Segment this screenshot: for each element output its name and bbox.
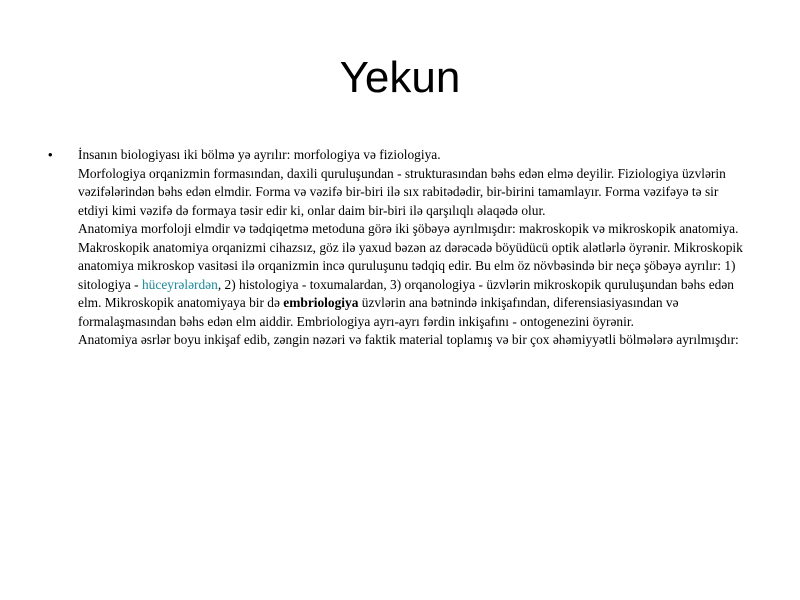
paragraph-anatomy bbox=[78, 220, 748, 331]
paragraph-intro: İnsanın biologiyası iki bölmə yə ayrılır: morfologiya və fiziologiya. bbox=[78, 147, 441, 162]
anatomy-text-part2: , 2) histologiya - toxumalardan, 3) orqanologiya - üzvlərin mikroskopik quruluşundan bəhs edən elm. Mikroskopik anatomiyaya bir də bbox=[78, 276, 735, 310]
cells-link[interactable]: hüceyrələrdən bbox=[141, 276, 218, 292]
anatomy-text-part3: üzvlərin ana bətnində inkişafından, diferensiasiyasından və formalaşmasından bəhs edən elm aiddir. Embriologiya ayrı-ayrı fərdin inkişafını - ontogenezini öyrənir. bbox=[78, 295, 679, 329]
paragraph-morphology: Morfologiya orqanizmin formasından, daxili quruluşundan - strukturasından bəhs edən elmə deyilir. Fiziologiya üzvlərin vəzifələrindən bəhs edən elmdir. Forma və vəzifə bir-biri ilə sıx rabitədədir, bir-birini tamamlayır. Forma vəzifəyə tə sir etdiyi kimi vəzifə də formaya təsir edir ki, onlar daim bir-biri ilə qarşılıqlı əlaqədə olur. bbox=[78, 165, 726, 218]
slide-title: Yekun bbox=[339, 53, 461, 102]
bullet-icon: • bbox=[48, 147, 53, 162]
embryology-term: embriologiya bbox=[283, 295, 359, 310]
paragraph-sections: Anatomiya əsrlər boyu inkişaf edib, zəngin nəzəri və faktik material toplamış və bir çox əhəmiyyətli bölmələrə ayrılmışdır: bbox=[78, 332, 739, 347]
slide-content bbox=[48, 146, 748, 350]
anatomy-text-part1: Anatomiya morfoloji elmdir və tədqiqetmə metoduna görə iki şöbəyə ayrılmışdır: makroskopik və mikroskopik anatomiya. Makroskopik anatomiya orqanizmi cihazsız, göz ilə yaxud bəzən az dərəcədə böyüdücü optik alətlərlə öyrənir. Mikroskopik anatomiya mikroskop vasitəsi ilə orqanizmin incə quruluşunu tədqiq edir. Bu elm öz növbəsində bir neçə şöbəyə ayrılır: 1) sitologiya - bbox=[78, 221, 743, 292]
bullet-text bbox=[78, 146, 748, 350]
